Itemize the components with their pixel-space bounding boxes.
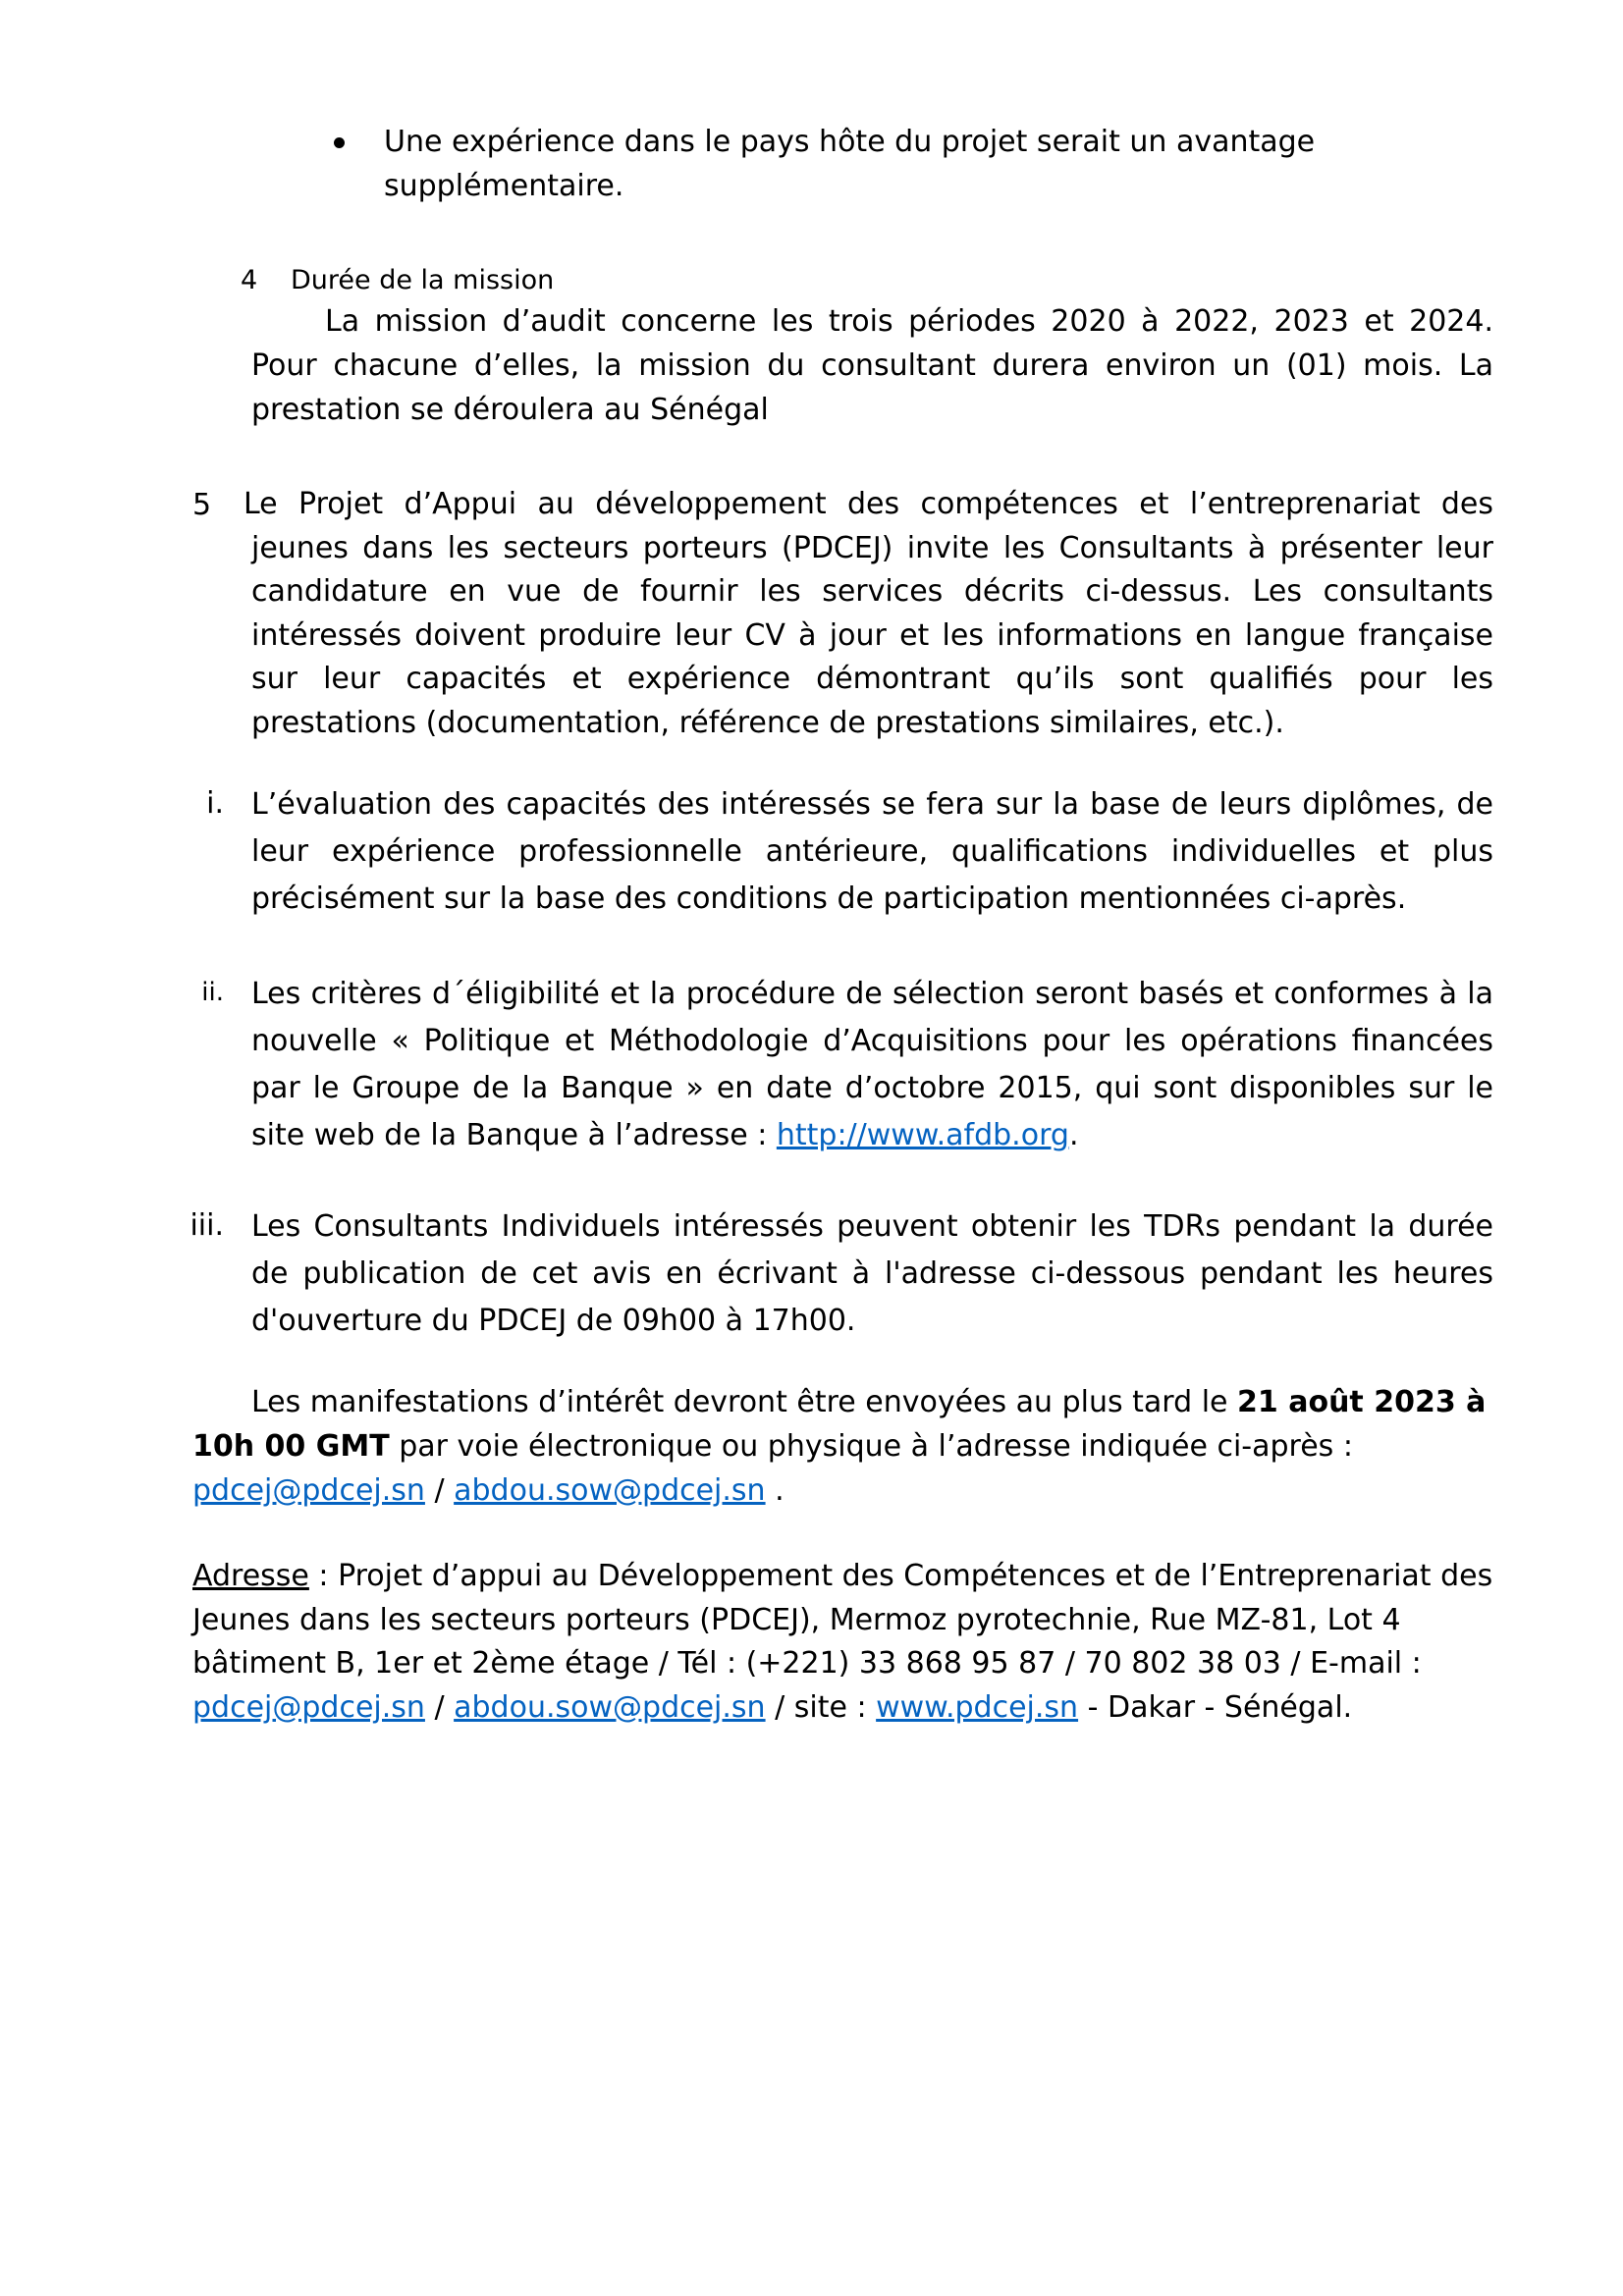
bullet-icon xyxy=(334,137,345,148)
item-iii-paragraph: Les Consultants Individuels intéressés peuvent obtenir les TDRs pendant la durée de publication de cet avis en écrivant à l'adresse ci-dessous pendant les heures d'ouverture du PDCEJ de 09h00 à 17h00. xyxy=(251,1209,1493,1338)
item-i-number: i. xyxy=(206,786,224,821)
section-4-number: 4 xyxy=(241,265,258,295)
item-ii-end: . xyxy=(1068,1118,1079,1152)
period: . xyxy=(765,1473,784,1508)
deadline: 21 août 2023 à 10h 00 GMT xyxy=(192,1385,1487,1464)
section-5-number: 5 xyxy=(192,488,212,522)
item-ii-paragraph xyxy=(251,971,1493,1159)
item-i-paragraph: L’évaluation des capacités des intéressés se fera sur la base de leurs diplômes, de leur expérience professionnelle antérieure, qualifications individuelles et plus précisément sur la base des conditions de participation mentionnées ci-après. xyxy=(251,787,1493,916)
section-4-paragraph: La mission d’audit concerne les trois périodes 2020 à 2022, 2023 et 2024. Pour chacune d’elles, la mission du consultant durera environ un (01) mois. La prestation se déroulera au Sénégal xyxy=(251,304,1493,427)
bullet-text: Une expérience dans le pays hôte du projet serait un avantage supplémentaire. xyxy=(384,125,1316,203)
manifestations-paragraph xyxy=(192,1380,1493,1513)
item-ii-text: Les critères d´éligibilité et la procédure de sélection seront basés et conformes à la nouvelle « Politique et Méthodologie d’Acquisitions pour les opérations financées par le Groupe de la Banque » en date d’octobre 2015, qui sont disponibles sur le site web de la Banque à l’adresse : xyxy=(251,977,1493,1152)
afdb-link[interactable]: http://www.afdb.org xyxy=(776,1118,1069,1152)
address-site-label: / site : xyxy=(765,1689,877,1725)
address-label: Adresse xyxy=(192,1559,309,1593)
section-4-heading: Durée de la mission xyxy=(291,265,555,295)
address-paragraph xyxy=(192,1555,1493,1730)
email-link-abdou[interactable]: abdou.sow@pdcej.sn xyxy=(454,1473,766,1508)
email-link-pdcej[interactable]: pdcej@pdcej.sn xyxy=(192,1473,425,1508)
address-text: : Projet d’appui au Développement des Compétences et de l’Entreprenariat des Jeunes dans les secteurs porteurs (PDCEJ), Mermoz pyrotechnie, Rue MZ-81, Lot 4 bâtiment B, 1er et 2ème étage / Tél : (+221) 33 868 95 87 / 70 802 38 03 / E-mail : xyxy=(192,1559,1493,1681)
address-end: - Dakar - Sénégal. xyxy=(1078,1689,1353,1725)
section-5-paragraph: Le Projet d’Appui au développement des compétences et l’entreprenariat des jeunes dans les secteurs porteurs (PDCEJ) invite les Consultants à présenter leur candidature en vue de fournir les services décrits ci-dessus. Les consultants intéressés doivent produire leur CV à jour et les informations en langue française sur leur capacités et expérience démontrant qu’ils sont qualifiés pour les prestations (documentation, référence de prestations similaires, etc.). xyxy=(243,487,1493,740)
item-iii-number: iii. xyxy=(189,1208,224,1243)
item-ii-number: ii. xyxy=(201,978,224,1007)
address-email-link-pdcej[interactable]: pdcej@pdcej.sn xyxy=(192,1689,425,1725)
separator: / xyxy=(424,1473,455,1508)
address-email-link-abdou[interactable]: abdou.sow@pdcej.sn xyxy=(454,1689,766,1725)
website-link[interactable]: www.pdcej.sn xyxy=(876,1689,1079,1725)
manifestations-text-2: par voie électronique ou physique à l’adresse indiquée ci-après : xyxy=(389,1429,1353,1464)
manifestations-text: Les manifestations d’intérêt devront être envoyées au plus tard le xyxy=(251,1385,1238,1419)
address-separator: / xyxy=(424,1689,455,1725)
